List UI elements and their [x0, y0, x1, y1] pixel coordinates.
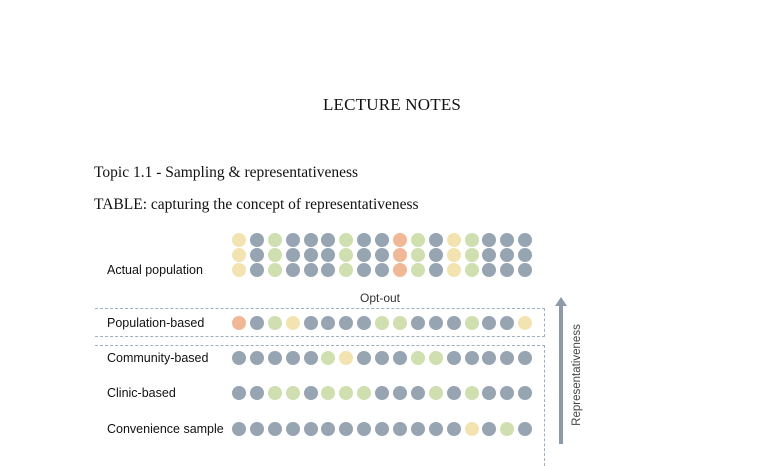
population-dot [339, 351, 353, 365]
dot-row [232, 351, 536, 365]
population-dot [250, 316, 264, 330]
population-dot [429, 386, 443, 400]
population-dot [500, 386, 514, 400]
population-dot [339, 422, 353, 436]
population-dot [429, 316, 443, 330]
population-dot [447, 263, 461, 277]
population-dot [447, 351, 461, 365]
population-dot [268, 316, 282, 330]
population-dot [447, 422, 461, 436]
population-dot [357, 263, 371, 277]
population-dot [250, 248, 264, 262]
population-dot [339, 248, 353, 262]
population-dot [393, 316, 407, 330]
population-dot [304, 422, 318, 436]
population-dot [286, 386, 300, 400]
population-dot [357, 422, 371, 436]
population-dot [339, 386, 353, 400]
population-dot [268, 351, 282, 365]
population-dot [465, 351, 479, 365]
population-dot [465, 386, 479, 400]
population-dot [482, 233, 496, 247]
population-dot [286, 248, 300, 262]
population-dot [321, 386, 335, 400]
population-dot [357, 316, 371, 330]
population-dot [304, 316, 318, 330]
population-dot [250, 422, 264, 436]
row-label-convenience-sample: Convenience sample [107, 422, 224, 436]
population-dot [393, 351, 407, 365]
population-dot [268, 263, 282, 277]
population-dot [375, 263, 389, 277]
population-dot [286, 422, 300, 436]
population-dot [375, 316, 389, 330]
population-dot [518, 233, 532, 247]
population-dot [375, 422, 389, 436]
population-dot [375, 233, 389, 247]
population-dot [286, 351, 300, 365]
population-dot [518, 316, 532, 330]
row-label-population-based: Population-based [107, 316, 205, 330]
population-dot [304, 233, 318, 247]
population-dot [268, 386, 282, 400]
population-dot [411, 263, 425, 277]
population-dot [482, 422, 496, 436]
population-dot [500, 248, 514, 262]
population-dot [357, 351, 371, 365]
representativeness-axis-label: Representativeness [571, 324, 583, 426]
population-dot [465, 263, 479, 277]
population-dot [268, 422, 282, 436]
population-dot [357, 248, 371, 262]
population-dot [429, 351, 443, 365]
population-dot [232, 422, 246, 436]
population-dot [465, 422, 479, 436]
population-dot [321, 422, 335, 436]
population-dot [321, 351, 335, 365]
population-dot [447, 386, 461, 400]
population-dot [393, 233, 407, 247]
population-dot [518, 386, 532, 400]
population-dot [500, 233, 514, 247]
population-dot [500, 316, 514, 330]
population-dot [518, 351, 532, 365]
population-dot [232, 386, 246, 400]
dot-row [232, 248, 536, 262]
population-dot [465, 248, 479, 262]
population-dot [482, 248, 496, 262]
population-dot [321, 248, 335, 262]
population-dot [482, 316, 496, 330]
population-dot [411, 316, 425, 330]
population-dot [393, 386, 407, 400]
population-dot [518, 263, 532, 277]
population-dot [500, 263, 514, 277]
population-dot [482, 351, 496, 365]
population-dot [339, 316, 353, 330]
population-dot [500, 351, 514, 365]
population-dot [304, 248, 318, 262]
population-dot [357, 386, 371, 400]
population-dot [232, 233, 246, 247]
population-dot [339, 233, 353, 247]
population-dot [393, 263, 407, 277]
population-dot [375, 351, 389, 365]
population-dot [465, 316, 479, 330]
dot-row [232, 263, 536, 277]
population-dot [482, 263, 496, 277]
population-dot [321, 316, 335, 330]
population-dot [411, 351, 425, 365]
population-dot [250, 233, 264, 247]
population-dot [411, 248, 425, 262]
population-dot [357, 233, 371, 247]
population-dot [500, 422, 514, 436]
population-dot [518, 248, 532, 262]
population-dot [375, 248, 389, 262]
population-dot [250, 386, 264, 400]
population-dot [286, 316, 300, 330]
population-dot [429, 422, 443, 436]
population-dot [429, 233, 443, 247]
opt-out-label: Opt-out [359, 291, 401, 305]
row-label-actual-population: Actual population [107, 263, 203, 277]
population-dot [393, 248, 407, 262]
population-dot [250, 263, 264, 277]
population-dot [411, 422, 425, 436]
population-dot [411, 386, 425, 400]
population-dot [447, 248, 461, 262]
population-dot [482, 386, 496, 400]
population-dot [447, 233, 461, 247]
population-dot [286, 233, 300, 247]
population-dot [429, 248, 443, 262]
row-label-clinic-based: Clinic-based [107, 386, 176, 400]
population-dot [304, 386, 318, 400]
dot-row [232, 316, 536, 330]
dot-row [232, 422, 536, 436]
population-dot [321, 263, 335, 277]
population-dot [286, 263, 300, 277]
population-dot [393, 422, 407, 436]
population-dot [411, 233, 425, 247]
row-label-community-based: Community-based [107, 351, 209, 365]
topic-heading: Topic 1.1 - Sampling & representativeness [94, 164, 359, 181]
population-dot [304, 351, 318, 365]
dot-row [232, 233, 536, 247]
representativeness-axis-arrow [559, 304, 563, 444]
population-dot [304, 263, 318, 277]
population-dot [375, 386, 389, 400]
table-caption: TABLE: capturing the concept of representativeness [94, 196, 419, 213]
population-dot [465, 233, 479, 247]
population-dot [268, 248, 282, 262]
population-dot [321, 233, 335, 247]
document-title: LECTURE NOTES [322, 95, 462, 114]
dot-row [232, 386, 536, 400]
population-dot [518, 422, 532, 436]
population-dot [429, 263, 443, 277]
population-dot [232, 351, 246, 365]
population-dot [232, 316, 246, 330]
population-dot [232, 263, 246, 277]
population-dot [268, 233, 282, 247]
population-dot [232, 248, 246, 262]
population-dot [339, 263, 353, 277]
population-dot [447, 316, 461, 330]
population-dot [250, 351, 264, 365]
